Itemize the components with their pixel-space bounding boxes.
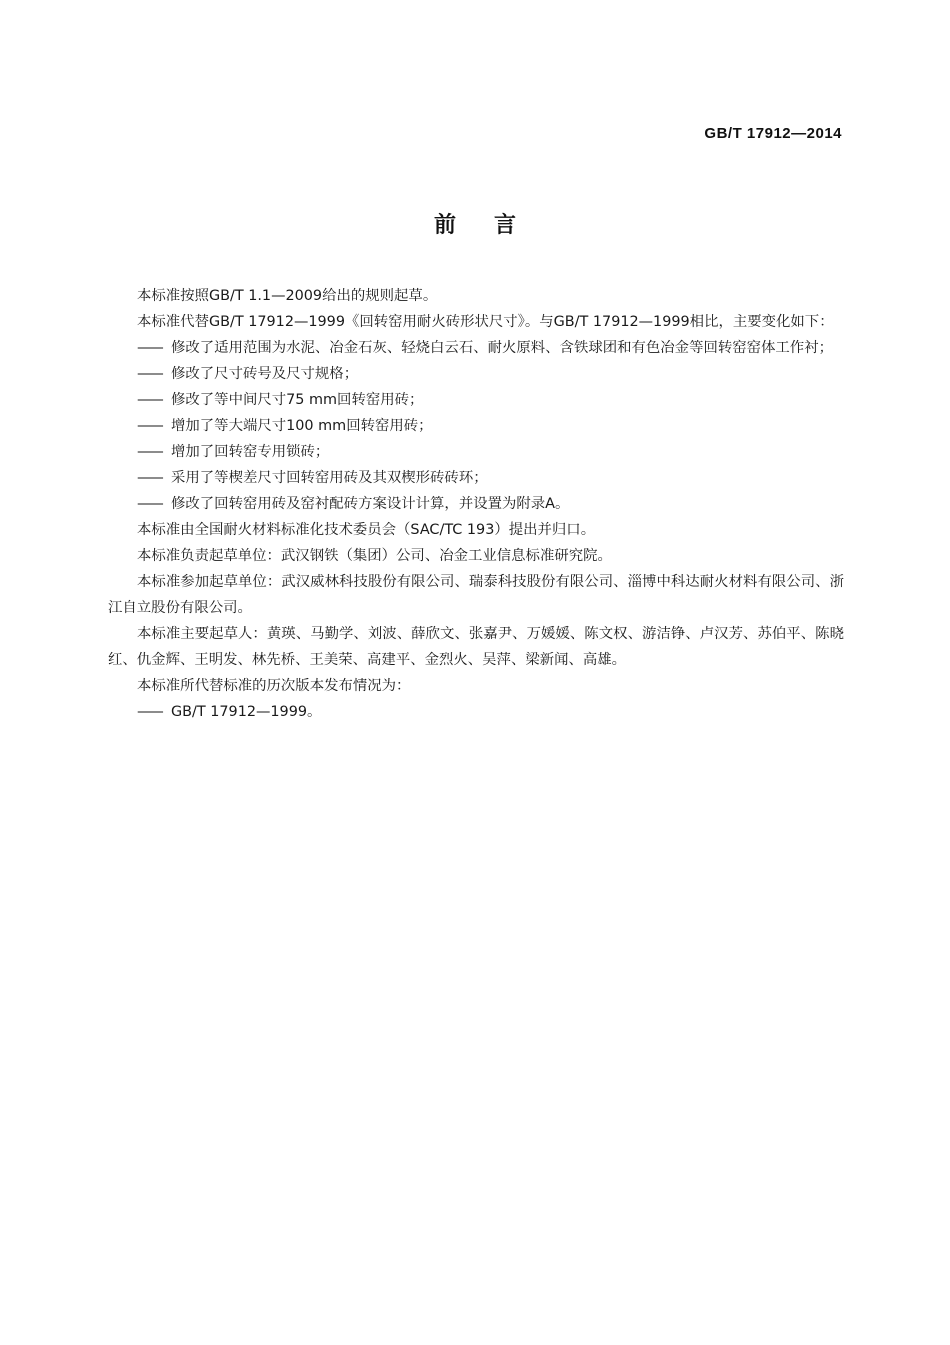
list-item-text: 修改了适用范围为水泥、冶金石灰、轻烧白云石、耐火原料、含铁球团和有色冶金等回转窑窑体工作衬；	[171, 340, 833, 356]
foreword-body	[108, 283, 844, 725]
list-dash: ——	[137, 470, 162, 486]
list-item	[108, 387, 844, 413]
list-item	[108, 413, 844, 439]
list-dash: ——	[137, 366, 162, 382]
list-dash: ——	[137, 496, 162, 512]
list-item-text: GB/T 17912—1999。	[171, 704, 322, 720]
paragraph-replacement: 本标准代替GB/T 17912—1999《回转窑用耐火砖形状尺寸》。与GB/T 17912—1999相比，主要变化如下：	[137, 314, 834, 330]
list-item-text: 采用了等楔差尺寸回转窑用砖及其双楔形砖砖环；	[171, 470, 488, 486]
paragraph-proposer: 本标准由全国耐火材料标准化技术委员会（SAC/TC 193）提出并归口。	[137, 522, 596, 538]
list-item	[108, 439, 844, 465]
paragraph-main-drafters: 本标准主要起草人：黄瑛、马勤学、刘波、薛欣文、张嘉尹、万媛媛、陈文权、游洁铮、卢汉芳、苏伯平、陈晓红、仇金辉、王明发、林先桥、王美荣、高建平、金烈火、吴萍、梁新闻、高雄。	[108, 626, 844, 668]
list-item-text: 修改了尺寸砖号及尺寸规格；	[171, 366, 359, 382]
paragraph-participating-drafters: 本标准参加起草单位：武汉威林科技股份有限公司、瑞泰科技股份有限公司、淄博中科达耐火材料有限公司、浙江自立股份有限公司。	[108, 574, 844, 616]
list-item	[108, 491, 844, 517]
list-item	[108, 361, 844, 387]
list-item	[108, 699, 844, 725]
list-item	[108, 465, 844, 491]
paragraph-previous-editions: 本标准所代替标准的历次版本发布情况为：	[137, 678, 411, 694]
list-dash: ——	[137, 704, 162, 720]
list-dash: ——	[137, 444, 162, 460]
list-item-text: 修改了回转窑用砖及窑衬配砖方案设计计算，并设置为附录A。	[171, 496, 570, 512]
list-item-text: 修改了等中间尺寸75 mm回转窑用砖；	[171, 392, 424, 408]
paragraph-responsible-drafters: 本标准负责起草单位：武汉钢铁（集团）公司、冶金工业信息标准研究院。	[137, 548, 612, 564]
standard-number: GB/T 17912—2014	[704, 125, 842, 142]
list-dash: ——	[137, 340, 162, 356]
list-item-text: 增加了回转窑专用锁砖；	[171, 444, 330, 460]
page-title: 前言	[433, 213, 554, 238]
paragraph-drafting-rules: 本标准按照GB/T 1.1—2009给出的规则起草。	[137, 288, 438, 304]
list-item-text: 增加了等大端尺寸100 mm回转窑用砖；	[171, 418, 433, 434]
list-dash: ——	[137, 392, 162, 408]
list-item	[108, 335, 844, 361]
list-dash: ——	[137, 418, 162, 434]
